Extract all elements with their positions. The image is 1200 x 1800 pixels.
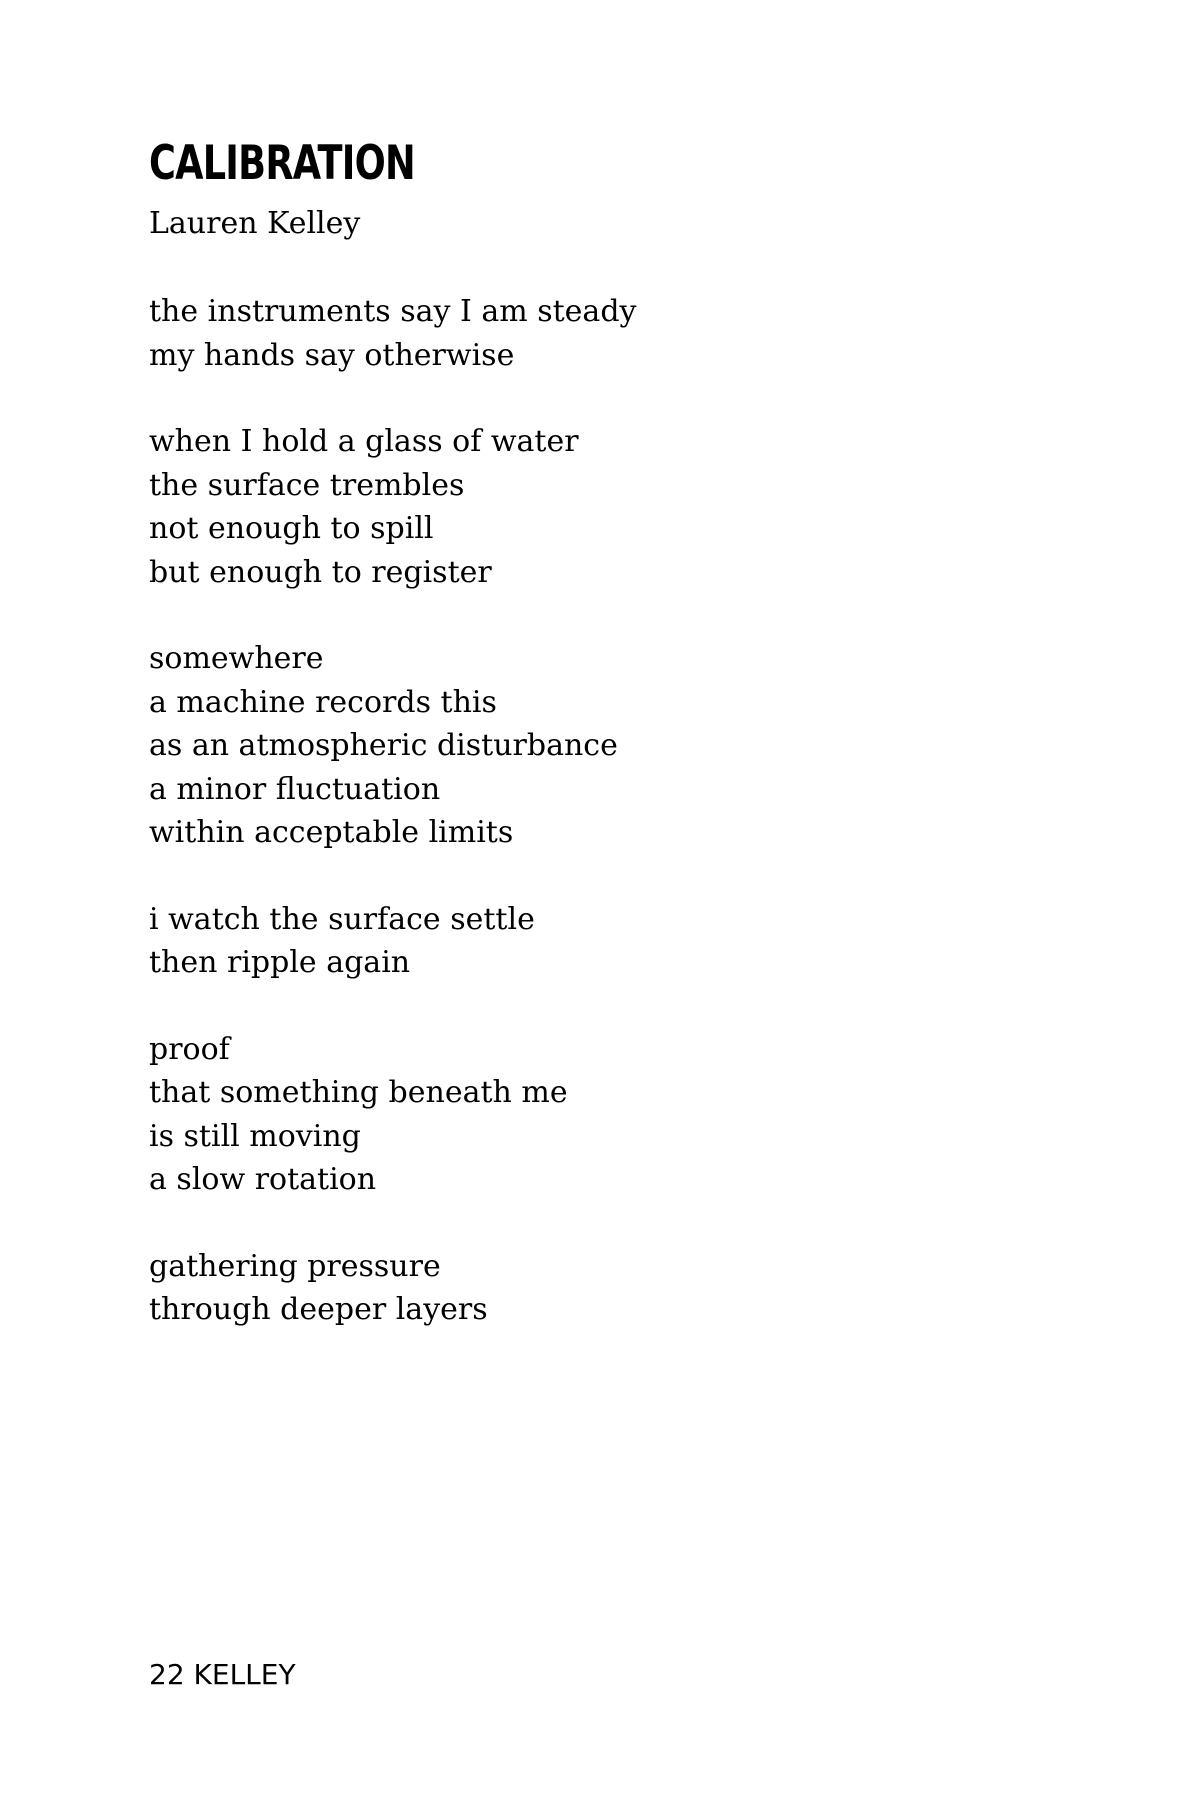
poem-line: a minor fluctuation <box>149 771 441 807</box>
poem-line: somewhere <box>149 641 324 676</box>
poem-author: Lauren Kelley <box>149 206 361 241</box>
poem-line: proof <box>149 1031 230 1067</box>
page-footer: 22 KELLEY <box>149 1658 296 1691</box>
stanza <box>149 1028 636 1202</box>
stanza <box>149 290 636 377</box>
poem-body <box>149 290 636 1375</box>
poem-line: is still moving <box>149 1118 361 1154</box>
poem-line: then ripple again <box>149 945 411 980</box>
stanza <box>149 1245 636 1332</box>
poem-line: but enough to register <box>149 554 492 590</box>
poem-line: within acceptable limits <box>149 815 514 850</box>
poem-line: the instruments say I am steady <box>149 294 637 329</box>
poem-line: that something beneath me <box>149 1075 568 1110</box>
stanza <box>149 420 636 594</box>
poem-line: when I hold a glass of water <box>149 424 579 459</box>
stanza <box>149 898 636 985</box>
poem-line: through deeper layers <box>149 1292 488 1327</box>
poem-line: the surface trembles <box>149 467 465 503</box>
poem-line: a machine records this <box>149 684 497 720</box>
poem-line: gathering pressure <box>149 1248 441 1284</box>
poem-line: a slow rotation <box>149 1162 377 1197</box>
stanza <box>149 637 636 855</box>
poem-line: my hands say otherwise <box>149 337 515 373</box>
poem-line: not enough to spill <box>149 511 434 546</box>
poem-title: CALIBRATION <box>149 136 415 191</box>
poem-line: as an atmospheric disturbance <box>149 728 618 763</box>
poem-line: i watch the surface settle <box>149 901 535 937</box>
